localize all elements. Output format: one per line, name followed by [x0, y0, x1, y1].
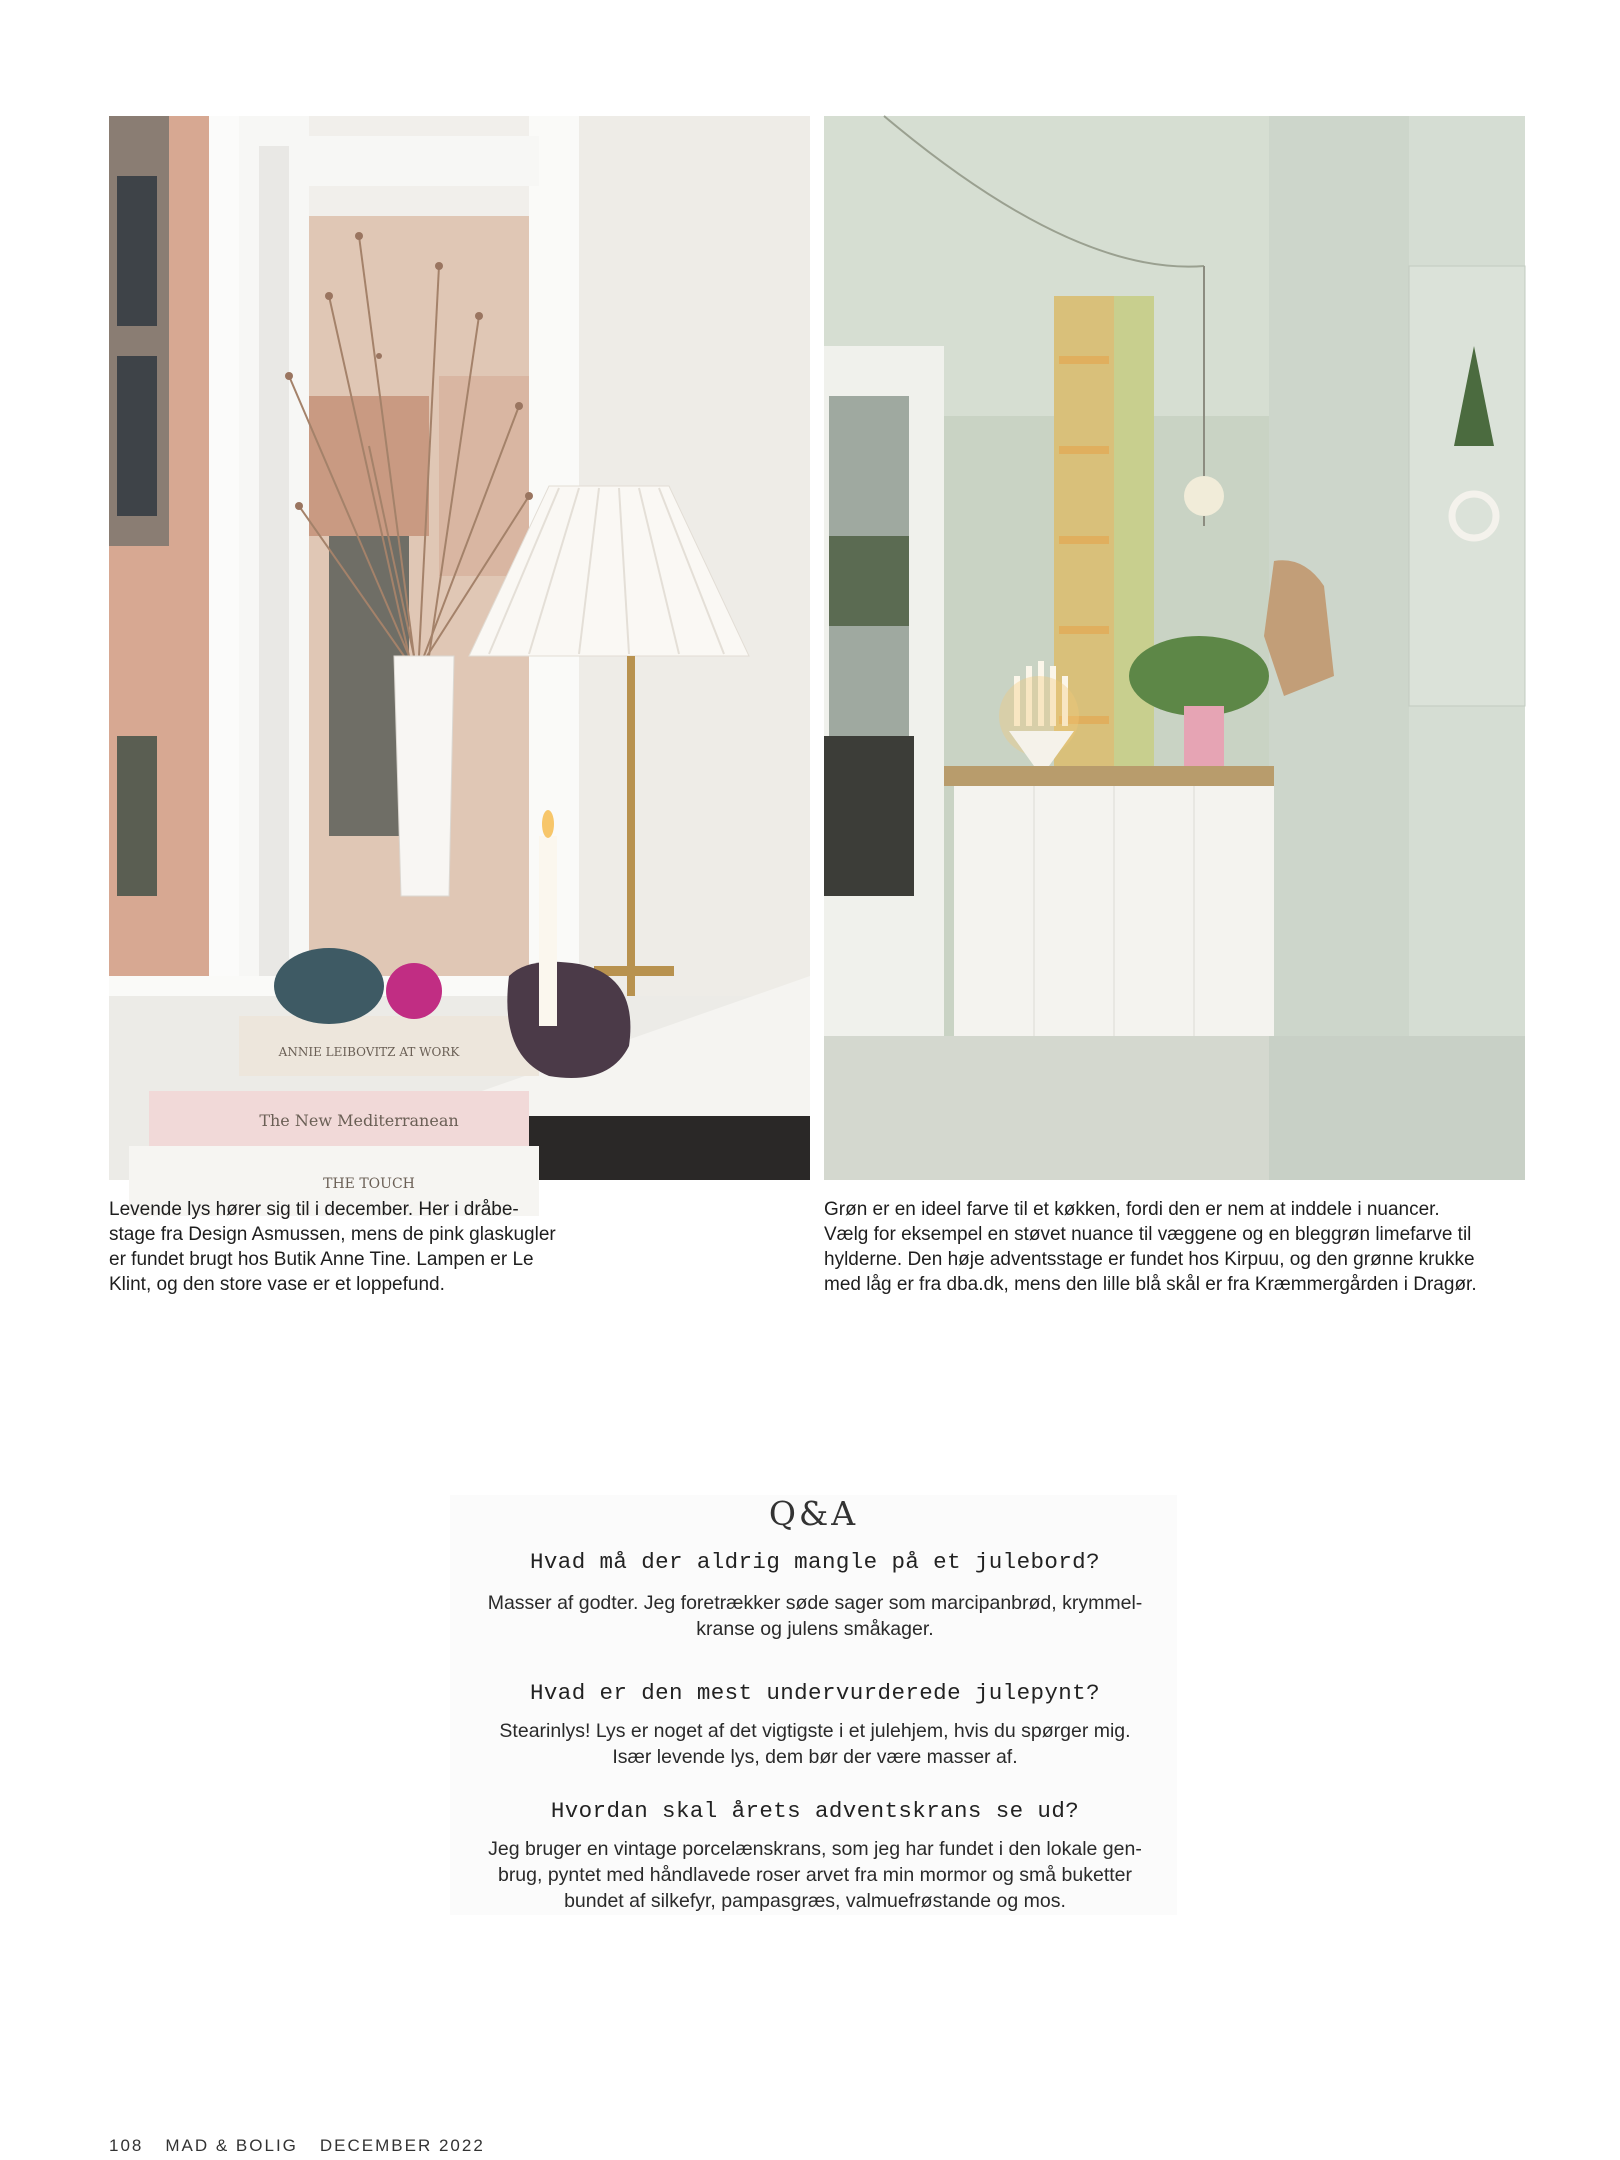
- caption-line: Grøn er en ideel farve til et køkken, fordi den er nem at inddele i nuancer.: [824, 1199, 1440, 1220]
- photo-kitchen: [824, 116, 1525, 1180]
- page-number: 108: [109, 2136, 144, 2155]
- qa-answer-2: [420, 1718, 1210, 1770]
- pink-bauble: [386, 963, 442, 1019]
- caption-line: hylderne. Den høje adventsstage er fundet hos Kirpuu, og den grønne krukke: [824, 1249, 1475, 1270]
- answer-line: Stearinlys! Lys er noget af det vigtigste i et julehjem, hvis du spørger mig.: [499, 1720, 1131, 1742]
- page-footer: [109, 2136, 507, 2156]
- pendant-lamp: [1184, 476, 1224, 516]
- caption-right: [824, 1197, 1544, 1297]
- book-title-3: THE TOUCH: [323, 1176, 415, 1192]
- magazine-name: MAD & BOLIG: [165, 2136, 298, 2155]
- caption-left: [109, 1197, 579, 1297]
- white-vase: [394, 656, 454, 896]
- answer-line: Masser af godter. Jeg foretrækker søde sager som marcipanbrød, krymmel-: [487, 1592, 1143, 1614]
- qa-question-3: Hvordan skal årets adventskrans se ud?: [550, 1798, 1080, 1824]
- answer-line: Jeg bruger en vintage porcelænskrans, som jeg har fundet i den lokale gen-: [488, 1838, 1142, 1860]
- candle: [539, 836, 557, 1026]
- teal-bowl: [274, 948, 384, 1024]
- book-title-1: ANNIE LEIBOVITZ AT WORK: [278, 1045, 460, 1059]
- qa-question-1: Hvad må der aldrig mangle på et julebord?: [530, 1549, 1100, 1575]
- answer-line: Især levende lys, dem bør der være masser af.: [612, 1746, 1018, 1768]
- caption-line: stage fra Design Asmussen, mens de pink glaskugler: [109, 1224, 556, 1245]
- answer-line: kranse og julens småkager.: [696, 1618, 934, 1640]
- answer-line: brug, pyntet med håndlavede roser arvet fra min mormor og små buketter: [497, 1864, 1133, 1886]
- book-title-2: The New Mediterranean: [259, 1111, 459, 1130]
- caption-line: Levende lys hører sig til i december. Her i dråbe-: [109, 1199, 519, 1220]
- photo-window-sill: [109, 116, 810, 1192]
- answer-line: bundet af silkefyr, pampasgræs, valmuefrøstande og mos.: [564, 1890, 1066, 1912]
- qa-answer-1: [420, 1590, 1210, 1642]
- qa-answer-3: [420, 1836, 1210, 1914]
- qa-title: Q&A: [768, 1494, 859, 1533]
- caption-line: Vælg for eksempel en støvet nuance til væggene og en bleggrøn limefarve til: [824, 1224, 1472, 1245]
- green-plant: [1129, 636, 1269, 716]
- window-sill-illustration: [109, 116, 810, 1192]
- qa-question-2: Hvad er den mest undervurderede julepynt?: [530, 1680, 1100, 1706]
- kitchen-illustration: [824, 116, 1525, 1180]
- issue-date: DECEMBER 2022: [319, 2136, 485, 2155]
- caption-line: med låg er fra dba.dk, mens den lille blå skål er fra Kræmmergården i Dragør.: [824, 1274, 1477, 1295]
- caption-line: Klint, og den store vase er et loppefund.: [109, 1274, 445, 1295]
- caption-line: er fundet brugt hos Butik Anne Tine. Lampen er Le: [109, 1249, 534, 1270]
